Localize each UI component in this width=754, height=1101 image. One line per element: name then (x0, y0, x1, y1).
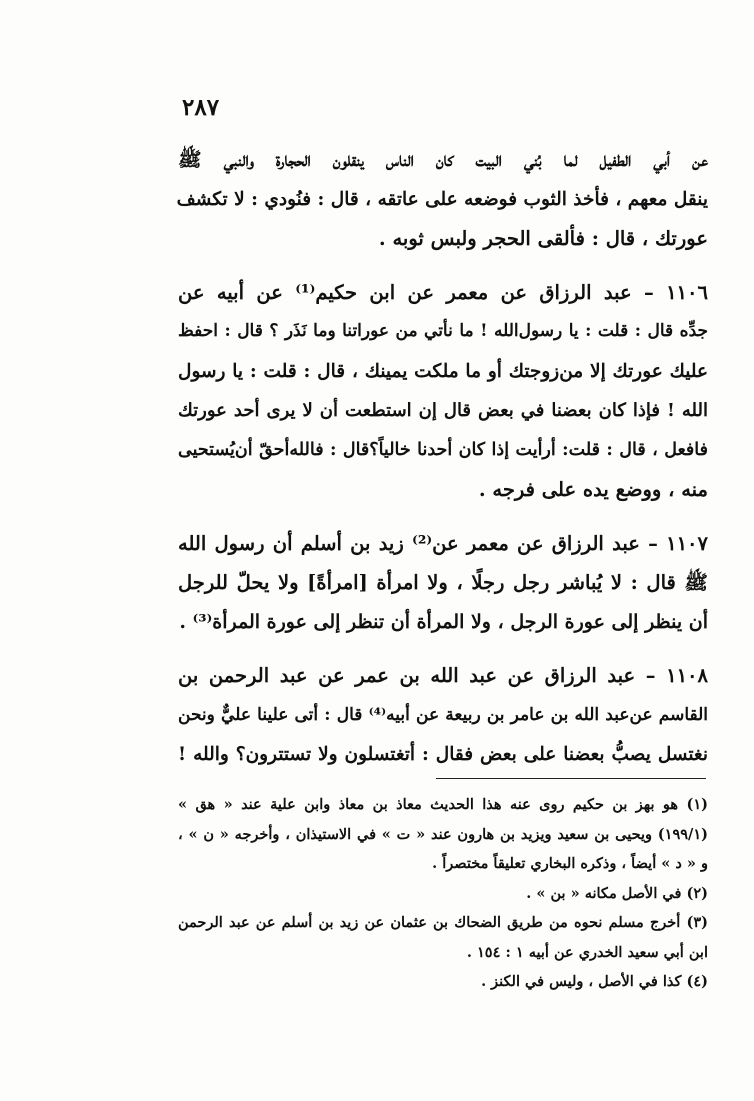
paragraph-hadith-1108 (178, 656, 708, 775)
text-line: عليك عورتك إلا من‌زوجتك أو ما ملكت يمينك ، قال : قلت : يا رسول (178, 360, 708, 382)
footnote-line: و « د » أيضاً ، وذكره البخاري تعليقاً مختصراً . (432, 855, 708, 872)
footnote-line: (٤) كذا في الأصل ، وليس في الكنز . (481, 973, 708, 990)
text-line: نغتسل يصبُّ بعضنا على بعض فقال : أتغتسلون ولا تستترون؟ والله ! (178, 744, 708, 765)
paragraph-gap (178, 510, 708, 524)
text-line: عورتك ، قال : فألقى الحجر ولبس ثوبه . (378, 227, 708, 250)
paragraph-gap (178, 259, 708, 273)
text-line: فافعل ، قال : قلت: أرأيت إذا كان أحدنا خالياً؟قال : فالله‌أحقّ أن‌يُستحيى (178, 439, 708, 460)
text-line: ١١٠٧ – عبد الرزاق عن معمر عن⁽²⁾ زيد بن أسلم أن رسول الله (178, 531, 708, 555)
text-line: ينقل معهم ، فأخذ الثوب فوضعه على عاتقه ، قال : فنُودي : لا تكشف (176, 188, 708, 210)
text-line: منه ، ووضع يده على فرجه . (478, 478, 708, 501)
paragraph-hadith-1106 (178, 273, 708, 510)
footnote-line: (١) هو بهز بن حكيم روى عنه هذا الحديث معاذ بن معاذ وابن علية عند « هق » (178, 796, 708, 813)
text-line: القاسم عن‌عبد الله بن عامر بن ربيعة عن أبيه⁽⁴⁾ قال : أتى علينا عليٌّ ونحن (178, 704, 708, 725)
text-line: أن ينظر إلى عورة الرجل ، ولا المرأة أن تنظر إلى عورة المرأة⁽³⁾ . (179, 610, 708, 633)
paragraph-hadith-1107 (178, 524, 708, 643)
page-number: ٢٨٧ (182, 94, 220, 121)
text-line: عن أبي الطفيل لما بُني البيت كان الناس ينقلون الحجارة والنبي ﷺ (178, 148, 708, 171)
footnote-line: (٢) في الأصل مكانه « بن » . (526, 884, 708, 902)
text-line: الله ! فإذا كان بعضنا في بعض قال إن استطعت أن لا يرى أحد عورتك (178, 400, 708, 421)
footnote-line: (٣) أخرج مسلم نحوه من طريق الضحاك بن عثمان عن زيد بن أسلم عن عبد الرحمن (178, 914, 708, 931)
footnote-line: ابن أبي سعيد الخدري عن أبيه ١ : ١٥٤ . (466, 943, 708, 961)
footnote-divider (436, 778, 706, 779)
paragraph (178, 140, 708, 259)
text-line: جدِّه قال : قلت : يا رسول‌الله ! ما نأتي من عوراتنا وما نَذَر ؟ قال : احفظ (178, 321, 708, 341)
text-line: ١١٠٨ – عبد الرزاق عن عبد الله بن عمر عن عبد الرحمن بن (178, 664, 708, 687)
footnote-line: (١٩٩/١) ويحيى بن سعيد ويزيد بن هارون عند « ت » في الاستيذان ، وأخرجه « ن » ، (178, 825, 708, 843)
text-line: ﷺ قال : لا يُباشر رجل رجلًا ، ولا امرأة [امرأةً] ولا يحلّ للرجل (178, 571, 708, 594)
footnotes (178, 790, 708, 997)
main-text (178, 140, 708, 775)
paragraph-gap (178, 642, 708, 656)
text-line: ١١٠٦ – عبد الرزاق عن معمر عن ابن حكيم⁽¹⁾ عن أبيه عن (178, 280, 708, 304)
